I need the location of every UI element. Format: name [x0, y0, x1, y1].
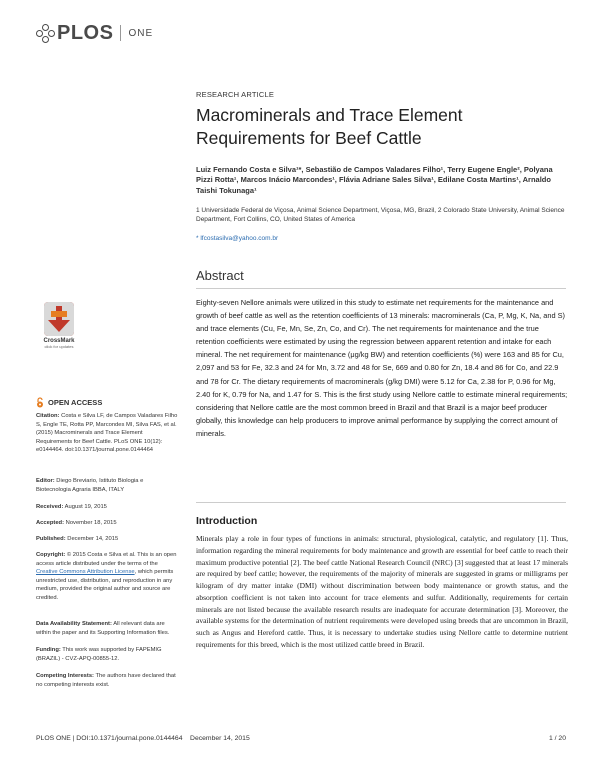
footer-citation: PLOS ONE | DOI:10.1371/journal.pone.0144464 December 14, 2015 — [36, 735, 250, 742]
open-access-badge — [36, 397, 102, 408]
copyright-block — [36, 551, 179, 603]
abstract-heading: Abstract — [196, 268, 244, 283]
competing-label: Competing Interests: — [36, 673, 94, 679]
intro-heading: Introduction — [196, 515, 258, 527]
page-number: 1 / 20 — [548, 735, 566, 742]
corresponding-email[interactable]: * lfcostasilva@yahoo.com.br — [196, 235, 279, 242]
accepted-block — [36, 519, 179, 528]
intro-text: Minerals play a role in four types of functions in animals: structural, physiological, catalytic, and regulatory [1]. Thus, information regarding the mineral requirements for body maintenance and growth are essential for beef cattle to reach their maximum productive potential [2]. The beef cattle National Research Council (NRC) [3] suggested that at least 17 minerals are required by beef cattle; however, the requirements of the majority of minerals are suggested in grams or milligrams per kilogram of dry matter intake (DMI) without discrimination between body maintenance or growth status, and the absorption coefficient is not taken into account for trace elements and sulfur. Additionally, requirements for certain minerals are not listed because the available research results are inadequate for accurate determination [3]. Moreover, the available systems for the determination of nutrient requirements were developed using breeds that are uncommon in Brazil, such as Angus and Hereford cattle. Thus, it is necessary to undertake studies using Nellore cattle to determine nutrient requirements for this breed, which is the most utilized cattle breed in Brazil. — [196, 534, 568, 649]
published-label: Published: — [36, 536, 66, 542]
page-footer — [36, 735, 566, 742]
affiliations: 1 Universidade Federal de Viçosa, Animal Science Department, Viçosa, MG, Brazil, 2 Colorado State University, Animal Science Department, Fort Collins, CO, United States of America — [196, 207, 565, 224]
data-availability-text: All relevant data are within the paper and its Supporting Information files. — [36, 621, 170, 636]
logo-separator — [120, 25, 121, 41]
abstract-text: Eighty-seven Nellore animals were utilized in this study to estimate net requirements for the maintenance and growth of beef cattle as well as the retention coefficients of 13 minerals: macrominerals (Ca, P, Mg, K, Na, and S) and trace elements (Cu, Fe, Mn, Se, Zn, Co, and Cr). The net requirements for maintenance and the true retention coefficients were estimated by using the regression between apparent retention and intake for each mineral. The net requirement for maintenance (μg/kg BW) and retention coefficients (%) were 163 and 85 for Cu, 2,097 and 53 for Fe, 32.3 and 24 for Mn, 3.72 and 48 for Se, 669 and 0.80 for Zn, 18.4 and 86 for Co, and 22.9 and 78 for Cr. The dietary requirements of macrominerals (g/kg DMI) were 5.12 for Ca, 2.38 for P, 0.96 for Mg, 2.40 for K, 0.79 for Na, and 1.47 for S. This is the first study using Nellore cattle to estimate mineral requirements; considering that Nellore cattle are the most common breed in Brazil and that Brazil is a major beef producer globally, this knowledge can help producers to improve animal performance by supplying the correct amount of minerals. — [196, 298, 568, 438]
funding-text: This work was supported by FAPEMIG (BRAZIL) - CVZ-APQ-00855-12. — [36, 647, 162, 662]
crossmark-badge[interactable] — [37, 302, 81, 349]
funding-block — [36, 646, 179, 663]
crossmark-label: CrossMark — [43, 338, 75, 344]
article-type: RESEARCH ARTICLE — [196, 90, 275, 99]
abstract-divider — [196, 288, 566, 289]
data-availability-block — [36, 620, 179, 637]
copyright-text-a: © 2015 Costa e Silva et al. This is an open access article distributed under the terms of the — [36, 552, 177, 567]
received-label: Received: — [36, 504, 64, 510]
published-block — [36, 535, 179, 544]
license-link[interactable]: Creative Commons Attribution License — [36, 569, 135, 576]
published-date: December 14, 2015 — [65, 536, 119, 542]
logo-text: PLOS — [57, 21, 114, 44]
editor-text: Diego Breviario, Istituto Biologia e Biotecnologia Agraria IBBA, ITALY — [36, 478, 144, 493]
article-title: Macrominerals and Trace Element Requirements for Beef Cattle — [196, 105, 463, 148]
competing-interests-block — [36, 672, 179, 689]
editor-block — [36, 477, 179, 494]
copyright-text-b: , which permits unrestricted use, distribution, and reproduction in any medium, provided the original author and source are credited. — [36, 569, 174, 601]
crossmark-icon — [44, 302, 74, 336]
accepted-date: November 18, 2015 — [64, 520, 117, 526]
citation-block — [36, 412, 179, 455]
open-lock-icon — [36, 397, 44, 408]
received-block — [36, 503, 179, 512]
editor-label: Editor: — [36, 478, 55, 484]
intro-divider — [196, 502, 566, 503]
crossmark-sub: click for updates — [44, 344, 74, 349]
copyright-label: Copyright: — [36, 552, 66, 558]
data-availability-label: Data Availability Statement: — [36, 621, 112, 627]
plos-one-logo[interactable] — [36, 22, 153, 44]
citation-text: Costa e Silva LF, de Campos Valadares Filho S, Engle TE, Rotta PP, Marcondes MI, Silva FAS, et al. (2015) Macrominerals and Trace Element Requirements for Beef Cattle. PLoS ONE 10(12): e0144464. doi:10.1371/journal.pone.0144464 — [36, 413, 178, 454]
accepted-label: Accepted: — [36, 520, 65, 526]
received-date: August 19, 2015 — [63, 504, 107, 510]
citation-label: Citation: — [36, 413, 60, 419]
author-list: Luiz Fernando Costa e Silva¹*, Sebastião de Campos Valadares Filho¹, Terry Eugene Engle², Polyana Pizzi Rotta¹, Marcos Inácio Marcondes¹, Flávia Adriane Sales Silva¹, Edilane Costa Martins¹, Arnaldo Taishi Tokunaga¹ — [196, 165, 553, 195]
funding-label: Funding: — [36, 647, 61, 653]
plos-dots-icon — [36, 24, 54, 42]
open-access-label: OPEN ACCESS — [48, 398, 103, 407]
competing-text: The authors have declared that no competing interests exist. — [36, 673, 176, 688]
logo-journal: ONE — [128, 27, 154, 39]
